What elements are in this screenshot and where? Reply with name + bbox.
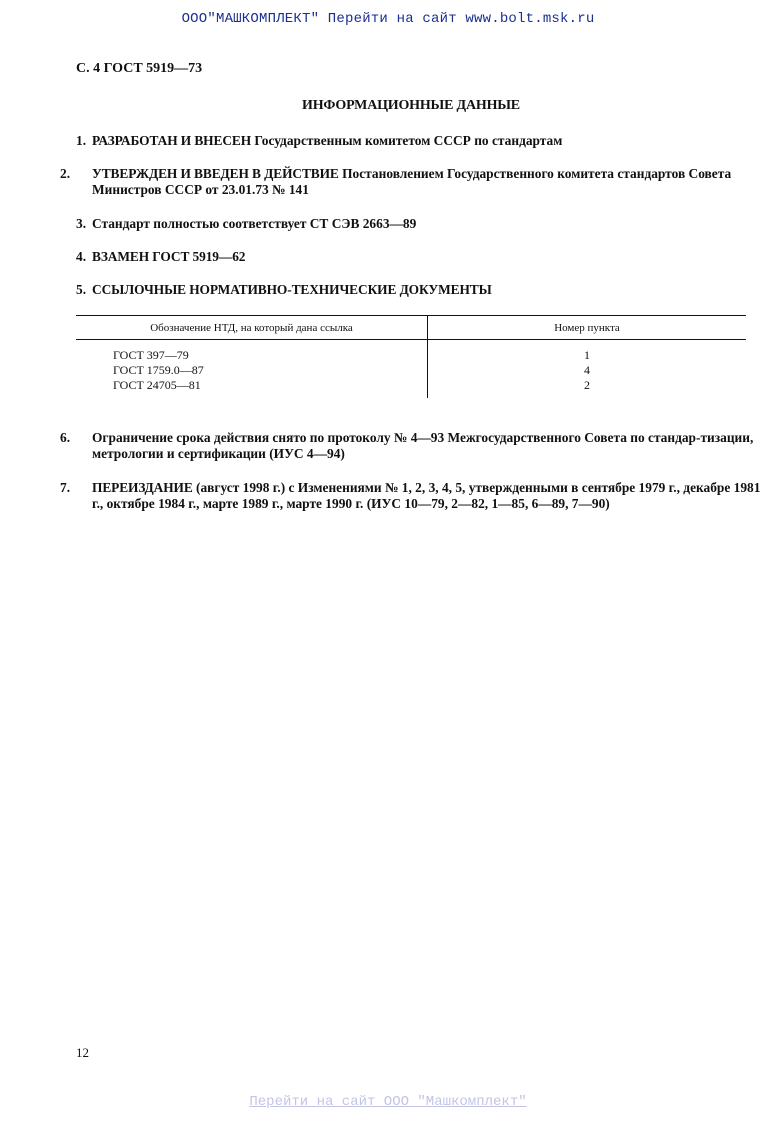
reference-documents-table xyxy=(76,315,746,398)
item-text: (август 1998 г.) с Изменениями № 1, 2, 3, 4, 5, утвержденными в сентябре 1979 г., декабре 1981 г., октябре 1984 г., марте 1989 г., марте 1990 г. (ИУС 10—79, 2—82, 1—85, 6—89, 7—90) xyxy=(92,480,761,511)
top-site-link[interactable]: ООО"МАШКОМПЛЕКТ" Перейти на сайт www.bolt.msk.ru xyxy=(181,11,595,27)
column-header-document: Обозначение НТД, на который дана ссылка xyxy=(76,316,428,340)
info-item-5 xyxy=(76,282,748,298)
page-number: 12 xyxy=(76,1045,89,1060)
table-row xyxy=(76,340,746,364)
table-header-row xyxy=(76,316,746,340)
table-row xyxy=(76,363,746,378)
column-header-clause: Номер пункта xyxy=(428,316,747,340)
table-cell-clause: 2 xyxy=(584,378,590,392)
section-title: ИНФОРМАЦИОННЫЕ ДАННЫЕ xyxy=(302,98,520,113)
item-label: РАЗРАБОТАН И ВНЕСЕН xyxy=(92,133,252,148)
item-number: 7. xyxy=(60,480,71,495)
table-cell-clause: 1 xyxy=(584,348,590,362)
item-label: УТВЕРЖДЕН И ВВЕДЕН В ДЕЙСТВИЕ xyxy=(92,166,339,181)
item-number: 1. xyxy=(76,133,87,148)
item-label: ВЗАМЕН ГОСТ 5919—62 xyxy=(92,249,246,264)
info-item-7 xyxy=(60,480,764,512)
table-cell-document: ГОСТ 1759.0—87 xyxy=(76,363,428,378)
item-text: Постановлением Государственного комитета стандартов Совета Министров СССР от 23.01.73 № 141 xyxy=(92,166,732,197)
item-number: 2. xyxy=(60,166,71,181)
item-number: 4. xyxy=(76,249,87,264)
table-row xyxy=(76,378,746,398)
item-label: ПЕРЕИЗДАНИЕ xyxy=(92,480,193,495)
item-text: Ограничение срока действия снято по протоколу № 4—93 Межгосударственного Совета по стандар-тизации, метрологии и сертификации (ИУС 4—94) xyxy=(92,430,754,461)
info-item-1 xyxy=(76,133,748,149)
item-label: ССЫЛОЧНЫЕ НОРМАТИВНО-ТЕХНИЧЕСКИЕ ДОКУМЕНТЫ xyxy=(92,282,492,297)
info-item-2 xyxy=(60,166,764,198)
item-text: Государственным комитетом СССР по стандартам xyxy=(254,133,563,148)
bottom-site-link[interactable]: Перейти на сайт ООО "Машкомплект" xyxy=(249,1094,527,1110)
info-item-6 xyxy=(60,430,764,462)
info-item-3 xyxy=(76,216,748,232)
table-cell-clause: 4 xyxy=(584,363,590,377)
item-number: 3. xyxy=(76,216,87,231)
table-cell-document: ГОСТ 24705—81 xyxy=(76,378,428,398)
item-number: 6. xyxy=(60,430,71,445)
page-header: С. 4 ГОСТ 5919—73 xyxy=(76,61,203,76)
item-number: 5. xyxy=(76,282,87,297)
item-text: Стандарт полностью соответствует СТ СЭВ 2663—89 xyxy=(92,216,417,231)
info-item-4 xyxy=(76,249,748,265)
table-cell-document: ГОСТ 397—79 xyxy=(76,340,428,364)
